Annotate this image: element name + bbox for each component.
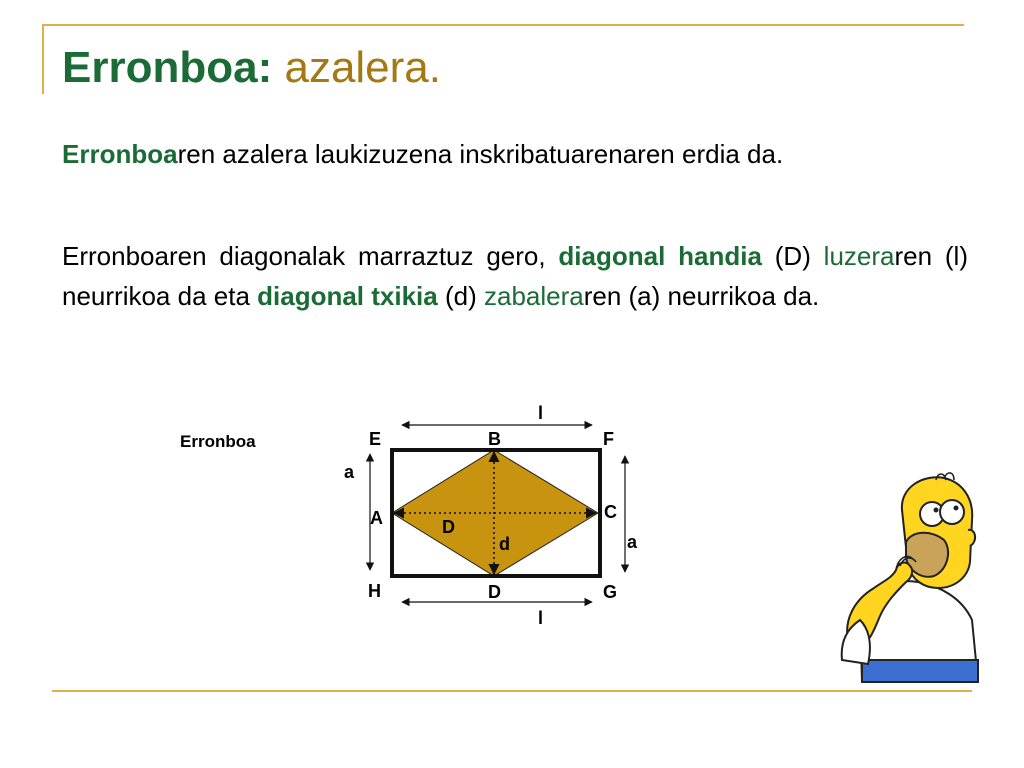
p2-part1: (D) [761,241,824,271]
label-vertex-c: C [604,502,617,522]
character-eye-right [940,500,964,524]
term-length: luzera [823,241,895,271]
thinking-character-illustration [840,470,980,685]
label-left-a: a [344,462,355,482]
pupil-right [954,506,959,511]
label-vertex-b: B [488,429,501,449]
label-corner-g: G [603,582,618,602]
figure-caption: Erronboa [180,432,256,451]
pupil-left [934,508,939,513]
label-corner-h: H [368,581,381,601]
label-top-l: l [538,403,544,423]
title-term: Erronboa: [62,43,273,92]
term-rhombus: Erronboa [62,139,178,169]
p2-part2: ren (l) neurrikoa da eta [62,241,968,311]
label-right-a: a [627,532,638,552]
character-pants [862,660,978,682]
term-big-diagonal: diagonal handia [558,241,762,271]
label-vertex-d: D [488,582,501,602]
label-corner-e: E [369,429,382,449]
character-sleeve [842,620,870,664]
label-vertex-a: A [370,508,383,528]
label-diagonal-d-short: d [499,534,510,554]
title-rest: azalera. [284,43,442,92]
definition-text: ren azalera laukizuzena inskribatuarenaren erdia da. [177,139,784,169]
term-width: zabalera [483,281,584,311]
label-diagonal-d-long: D [442,517,455,537]
p2-part3: (d) [437,281,484,311]
p2-intro: Erronboaren diagonalak marraztuz gero, [62,241,559,271]
label-bottom-l: l [538,608,544,628]
term-small-diagonal: diagonal txikia [257,281,438,311]
label-corner-f: F [603,429,614,449]
p2-part4: ren (a) neurrikoa da. [583,281,820,311]
